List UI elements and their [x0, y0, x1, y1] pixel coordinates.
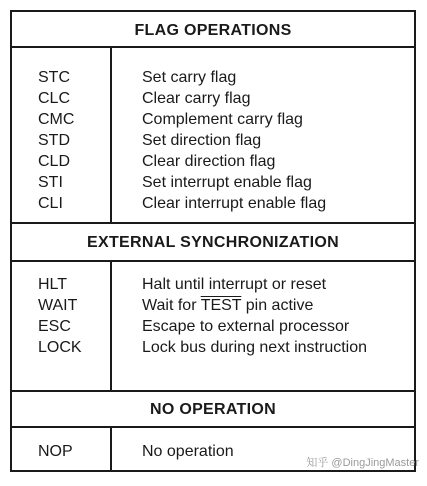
- mnemonic: CLD: [38, 153, 71, 170]
- description-suffix: pin active: [241, 297, 314, 314]
- section-header-flag-operations: [12, 12, 414, 48]
- description: Halt until interrupt or reset: [142, 276, 327, 293]
- mnemonic: NOP: [38, 443, 73, 460]
- section-title: EXTERNAL SYNCHRONIZATION: [87, 234, 339, 251]
- section-body-external-synchronization: [12, 262, 414, 390]
- description: Complement carry flag: [142, 111, 303, 128]
- table-row: [12, 172, 414, 193]
- description: Set direction flag: [142, 132, 262, 149]
- mnemonic: CLC: [38, 90, 71, 107]
- watermark: 知乎 @DingJingMaster: [306, 457, 419, 469]
- test-pin-overline-text: TEST: [200, 297, 242, 314]
- description-prefix: Wait for: [142, 297, 201, 314]
- description: No operation: [142, 443, 234, 460]
- section-header-no-operation: [12, 390, 414, 428]
- mnemonic: WAIT: [38, 297, 78, 314]
- description: Clear carry flag: [142, 90, 251, 107]
- section-header-external-synchronization: [12, 222, 414, 262]
- section-title: FLAG OPERATIONS: [134, 22, 292, 39]
- description: Set interrupt enable flag: [142, 174, 312, 191]
- table-row: [12, 295, 414, 316]
- mnemonic: STI: [38, 174, 63, 191]
- mnemonic: HLT: [38, 276, 68, 293]
- mnemonic: LOCK: [38, 339, 82, 356]
- mnemonic: STD: [38, 132, 70, 149]
- table-row: [12, 193, 414, 214]
- table-row: [12, 274, 414, 295]
- table-row: [12, 151, 414, 172]
- description: Lock bus during next instruction: [142, 339, 368, 356]
- description: [142, 295, 313, 316]
- mnemonic: CLI: [38, 195, 63, 212]
- description: Clear interrupt enable flag: [142, 195, 327, 212]
- mnemonic: ESC: [38, 318, 71, 335]
- description: Set carry flag: [142, 69, 237, 86]
- table-row: [12, 88, 414, 109]
- description: Clear direction flag: [142, 153, 276, 170]
- description: Escape to external processor: [142, 318, 350, 335]
- mnemonic: STC: [38, 69, 70, 86]
- mnemonic: CMC: [38, 111, 75, 128]
- table-row: [12, 130, 414, 151]
- table-row: [12, 67, 414, 88]
- section-body-flag-operations: [12, 48, 414, 222]
- instruction-table: [10, 10, 416, 472]
- section-title: NO OPERATION: [150, 401, 276, 418]
- table-row: [12, 337, 414, 379]
- table-row: [12, 109, 414, 130]
- table-row: [12, 316, 414, 337]
